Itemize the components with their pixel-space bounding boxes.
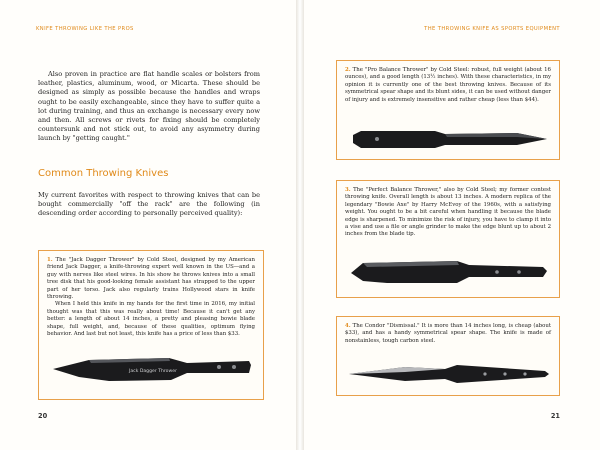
knife-box-2-caption	[345, 67, 551, 104]
left-running-head: KNIFE THROWING LIKE THE PROS	[36, 26, 134, 32]
knife-box-2	[336, 60, 560, 160]
knife-box-1	[38, 250, 264, 400]
book-gutter	[296, 0, 304, 450]
knife-box-1-text-a: The "Jack Dagger Thrower" by Cold Steel, designed by my American friend Jack Dagger, a knife-throwing expert well known in the US—and a guy with nerves like steel wires. In his show he throws knives into a small tree disk that his good-looking female assistant has strapped to the upper part of her torso. Jack also regularly trains Hollywood stars in knife throwing.	[47, 257, 255, 301]
right-page-number: 21	[550, 412, 560, 420]
blade-engraving-text: Jack Dagger Thrower	[129, 369, 177, 374]
knife-box-4-caption	[345, 323, 551, 345]
knife-box-2-text: The "Pro Balance Thrower" by Cold Steel: robust, full weight (about 16 ounces), and a good length (13½ inches). With these characteristics, in my opinion it is currently one of the best throwing knives. Because of its symmetrical spear shape and its blunt sides, it can be used without danger of injury and is extremely insensitive and rather cheap (less than $44).	[345, 67, 551, 103]
left-page-number: 20	[38, 412, 48, 420]
knife-box-3-number: 3.	[345, 187, 351, 193]
knife-box-3	[336, 180, 560, 298]
knife-box-2-number: 2.	[345, 67, 351, 73]
favorites-paragraph: My current favorites with respect to throwing knives that can be bought commercially "off the rack" are the following (in descending order according to personally perceived quality):	[38, 191, 260, 218]
knife-box-3-text: The "Perfect Balance Thrower," also by Cold Steel; my former contest throwing knife. Overall length is about 13 inches. A modern replica of the legendary "Bowie Axe" by Harry McEvoy of the 1960s, with a satisfying weight. You ought to be a bit careful when handling it because the blade edge is sharpened. To minimize the risk of injury, you have to clamp it into a vise and use a file or angle grinder to make the edge blunt up to about 2 inches from the blade tip.	[345, 187, 551, 238]
knife-box-4-number: 4.	[345, 323, 351, 329]
knife-box-4	[336, 316, 560, 396]
left-page	[0, 0, 296, 450]
knife-box-1-number: 1.	[47, 257, 53, 263]
perfect-balance-knife-image	[347, 251, 551, 293]
right-page	[304, 0, 600, 450]
knife-box-1-text-b: When I held this knife in my hands for the first time in 2016, my initial thought was that this was really about time! Because it can't get any better: a length of about 14 inches, a pretty and pleasing bowie blade shape, full weight, and, because of these qualities, optimum flying behavior. And last but not least, this knife has a price of less than $33.	[47, 301, 255, 338]
jack-dagger-knife-image	[49, 347, 255, 391]
knife-box-4-text: The Condor "Dismissal." It is more than 14 inches long, is cheap (about $33), and has a handy symmetrical spear shape. The knife is made of nonstainless, tough carbon steel.	[345, 323, 551, 344]
section-heading: Common Throwing Knives	[38, 168, 169, 179]
intro-paragraph: Also proven in practice are flat handle scales or bolsters from leather, plastics, aluminum, wood, or Micarta. These should be designed as simply as possible because the handles and wraps ought to be easily exchangeable, since they have to suffer quite a lot during training, and thus an exchange is necessary every now and then. All screws or rivets for fixing should be completely countersunk and not stick out, to avoid any asymmetry during launch by "getting caught."	[38, 70, 260, 143]
pro-balance-knife-image	[347, 121, 551, 155]
knife-box-1-caption	[47, 257, 255, 338]
condor-dismissal-knife-image	[345, 357, 553, 391]
knife-box-3-caption	[345, 187, 551, 239]
right-running-head: THE THROWING KNIFE AS SPORTS EQUIPMENT	[424, 26, 560, 32]
